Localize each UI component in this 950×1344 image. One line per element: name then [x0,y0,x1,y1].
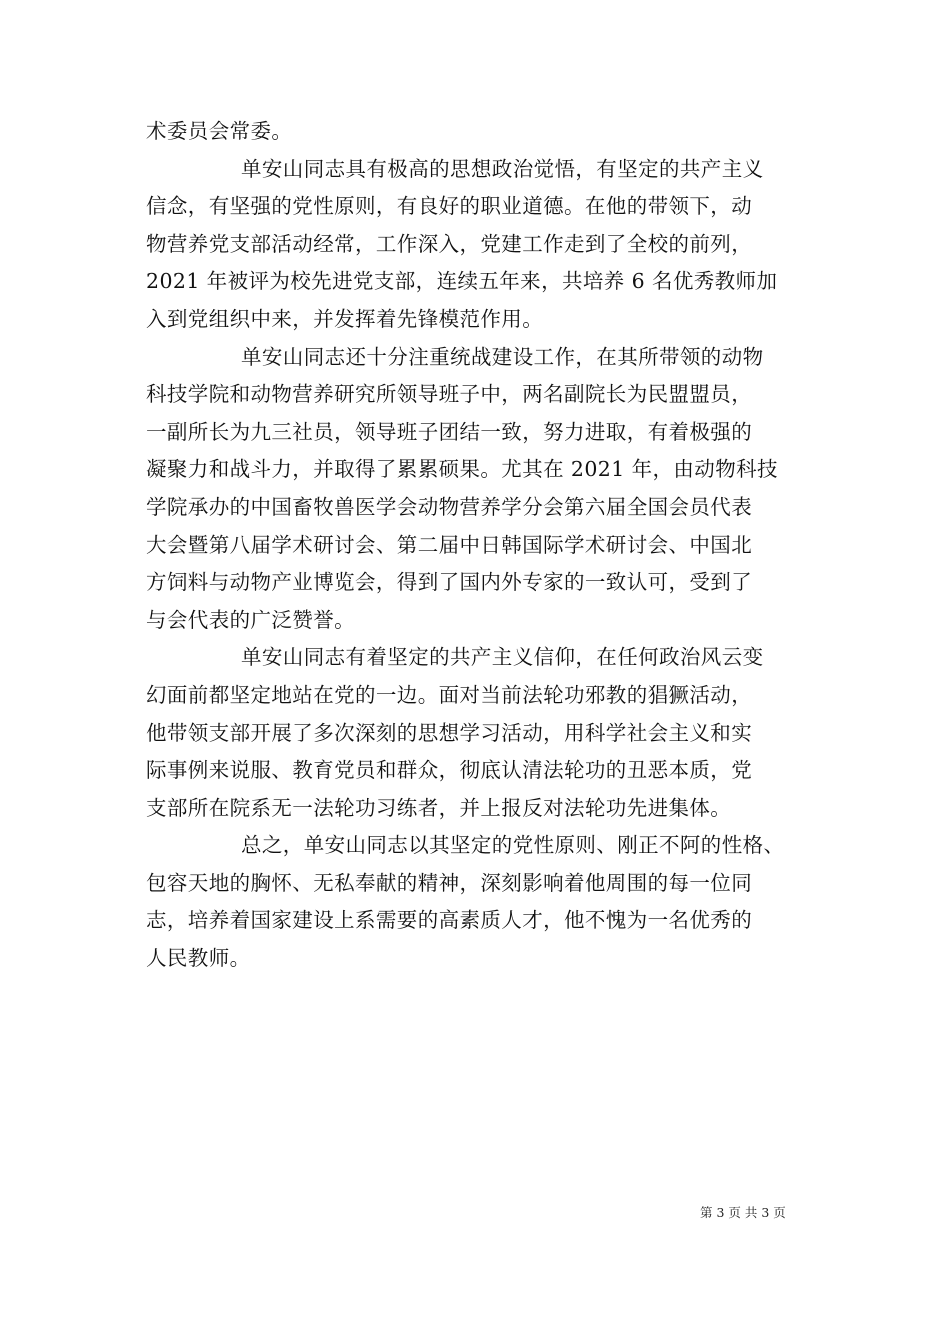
text-line: 术委员会常委。 [146,119,293,143]
text-line: 幻面前都坚定地站在党的一边。面对当前法轮功邪教的猖獗活动， [146,682,753,707]
text-line: 信念，有坚强的党性原则，有良好的职业道德。在他的带领下，动 [146,194,753,219]
text-line: 2021 年被评为校先进党支部，连续五年来，共培养 6 名优秀教师加 [146,269,778,294]
text-line: 物营养党支部活动经常，工作深入，党建工作走到了全校的前列， [146,231,753,256]
page-number-footer: 第 3 页 共 3 页 [700,1205,786,1220]
paragraph-start-line: 单安山同志有着坚定的共产主义信仰，在任何政治风云变 [241,645,764,670]
text-line: 方饲料与动物产业博览会，得到了国内外专家的一致认可，受到了 [146,570,753,595]
text-line: 志，培养着国家建设上系需要的高素质人才，他不愧为一名优秀的 [146,908,753,933]
text-line: 包容天地的胸怀、无私奉献的精神，深刻影响着他周围的每一位同 [146,870,753,895]
text-line: 入到党组织中来，并发挥着先锋模范作用。 [146,306,544,331]
text-line: 人民教师。 [146,946,251,971]
text-line: 一副所长为九三社员，领导班子团结一致，努力进取，有着极强的 [146,419,753,444]
text-line: 际事例来说服、教育党员和群众，彻底认清法轮功的丑恶本质，党 [146,758,753,783]
text-line: 凝聚力和战斗力，并取得了累累硕果。尤其在 2021 年，由动物科技 [146,457,778,482]
text-line: 大会暨第八届学术研讨会、第二届中日韩国际学术研讨会、中国北 [146,532,753,557]
text-line: 学院承办的中国畜牧兽医学会动物营养学分会第六届全国会员代表 [146,494,753,519]
text-line: 与会代表的广泛赞誉。 [146,607,355,632]
paragraph-start-line: 总之，单安山同志以其坚定的党性原则、刚正不阿的性格、 [241,833,785,858]
paragraph-start-line: 单安山同志还十分注重统战建设工作，在其所带领的动物 [241,344,764,369]
text-line: 支部所在院系无一法轮功习练者，并上报反对法轮功先进集体。 [146,795,732,820]
text-line: 他带领支部开展了多次深刻的思想学习活动，用科学社会主义和实 [146,720,753,745]
text-line: 科技学院和动物营养研究所领导班子中，两名副院长为民盟盟员， [146,382,753,407]
document-body [146,113,822,978]
paragraph-start-line: 单安山同志具有极高的思想政治觉悟，有坚定的共产主义 [241,156,764,181]
